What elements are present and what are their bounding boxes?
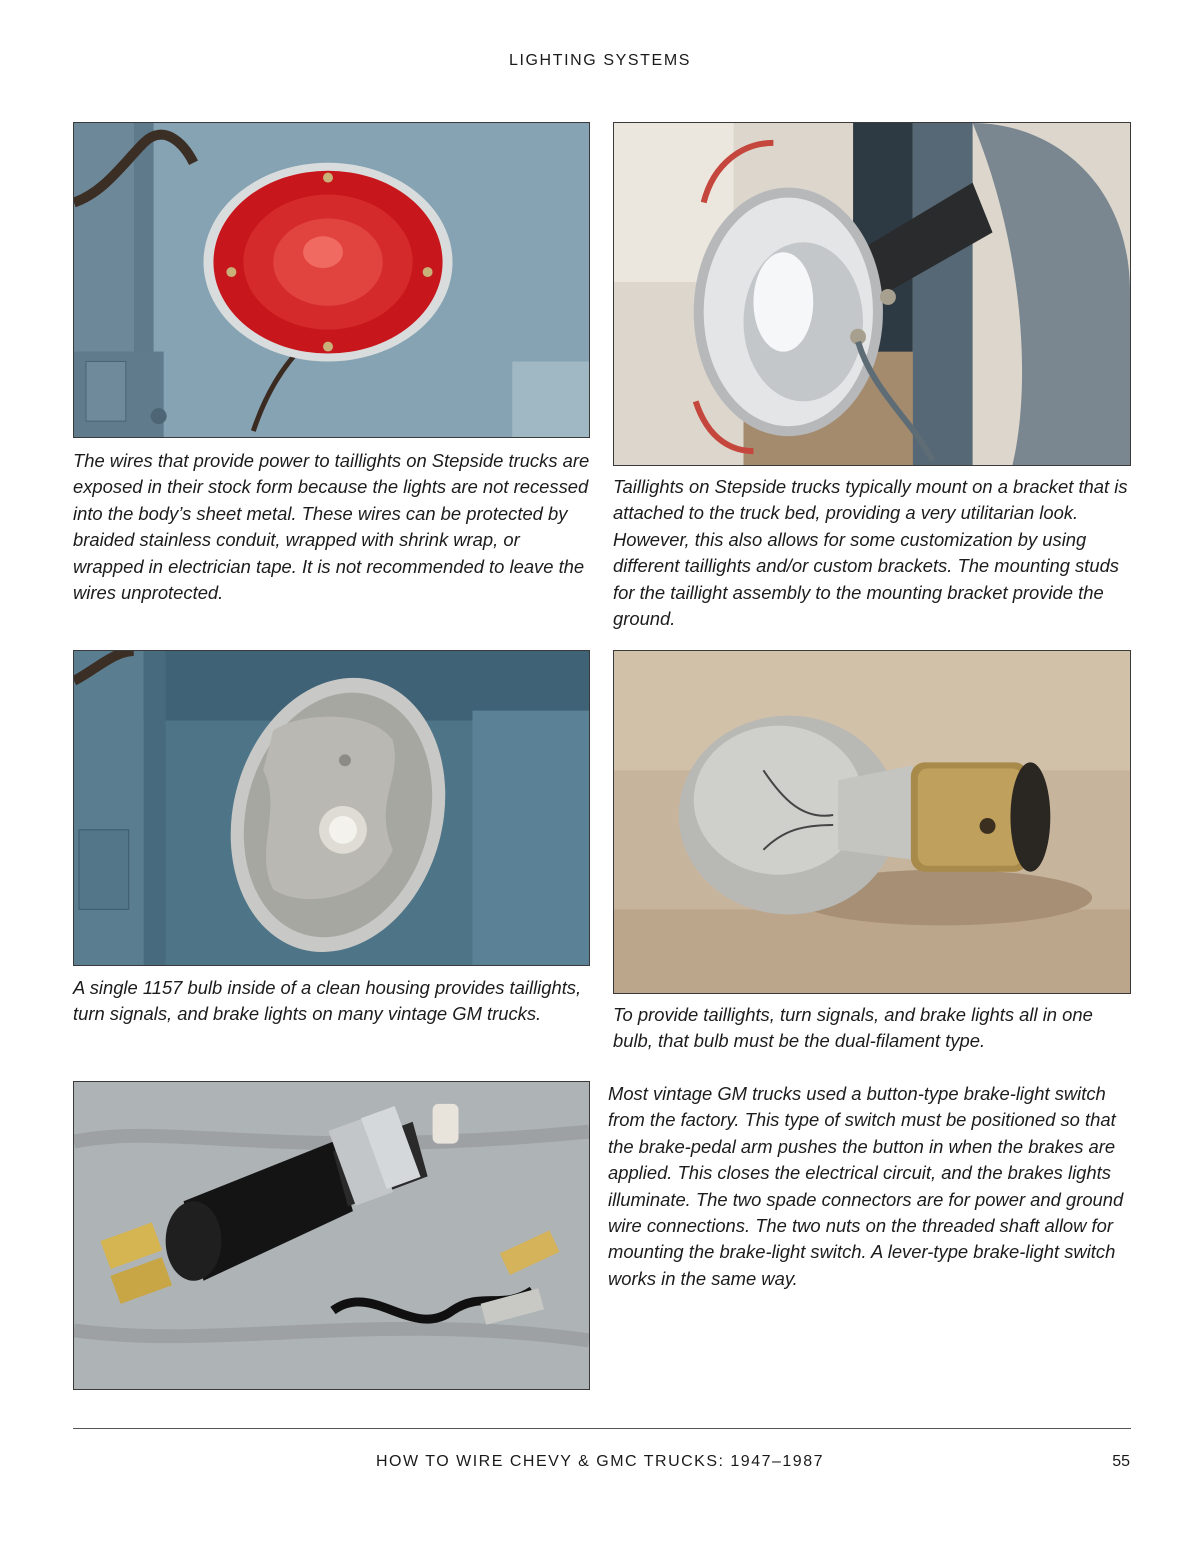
photo-brake-light-switch [73,1081,590,1390]
caption-brake-light-switch: Most vintage GM trucks used a button-type brake-light switch from the factory. This type of switch must be positioned so that the brake-pedal arm pushes the button in when the brakes are applied. This closes the electrical circuit, and the brakes lights illuminate. The two spade connectors are for power and ground wire connections. The two nuts on the threaded shaft allow for mounting the brake-light switch. A lever-type brake-light switch works in the same way. [608,1083,1124,1289]
page-number: 55 [1112,1453,1130,1470]
photo-dual-filament-bulb [613,650,1131,994]
book-title: HOW TO WIRE CHEVY & GMC TRUCKS: 1947–1987 [376,1453,824,1470]
photo-red-taillight [73,122,590,438]
photo-bulb-housing [73,650,590,966]
caption-dual-filament-bulb: To provide taillights, turn signals, and brake lights all in one bulb, that bulb must be the dual-filament type. [613,1004,1093,1052]
photo-taillight-bracket [613,122,1131,466]
caption-bulb-housing: A single 1157 bulb inside of a clean housing provides taillights, turn signals, and brake lights on many vintage GM trucks. [73,977,582,1025]
caption-red-taillight: The wires that provide power to taillights on Stepside trucks are exposed in their stock form because the lights are not recessed into the body’s sheet metal. These wires can be protected by braided stainless conduit, wrapped with shrink wrap, or wrapped in electrician tape. It is not recommended to leave the wires unprotected. [73,450,590,604]
running-head: LIGHTING SYSTEMS [508,52,692,69]
caption-taillight-bracket: Taillights on Stepside trucks typically mount on a bracket that is attached to the truck bed, providing a very utilitarian look. However, this also allows for some customization by using different taillights and/or custom brackets. The mounting studs for the taillight assembly to the mounting bracket provide the ground. [613,476,1128,630]
footer-rule [73,1428,1131,1429]
